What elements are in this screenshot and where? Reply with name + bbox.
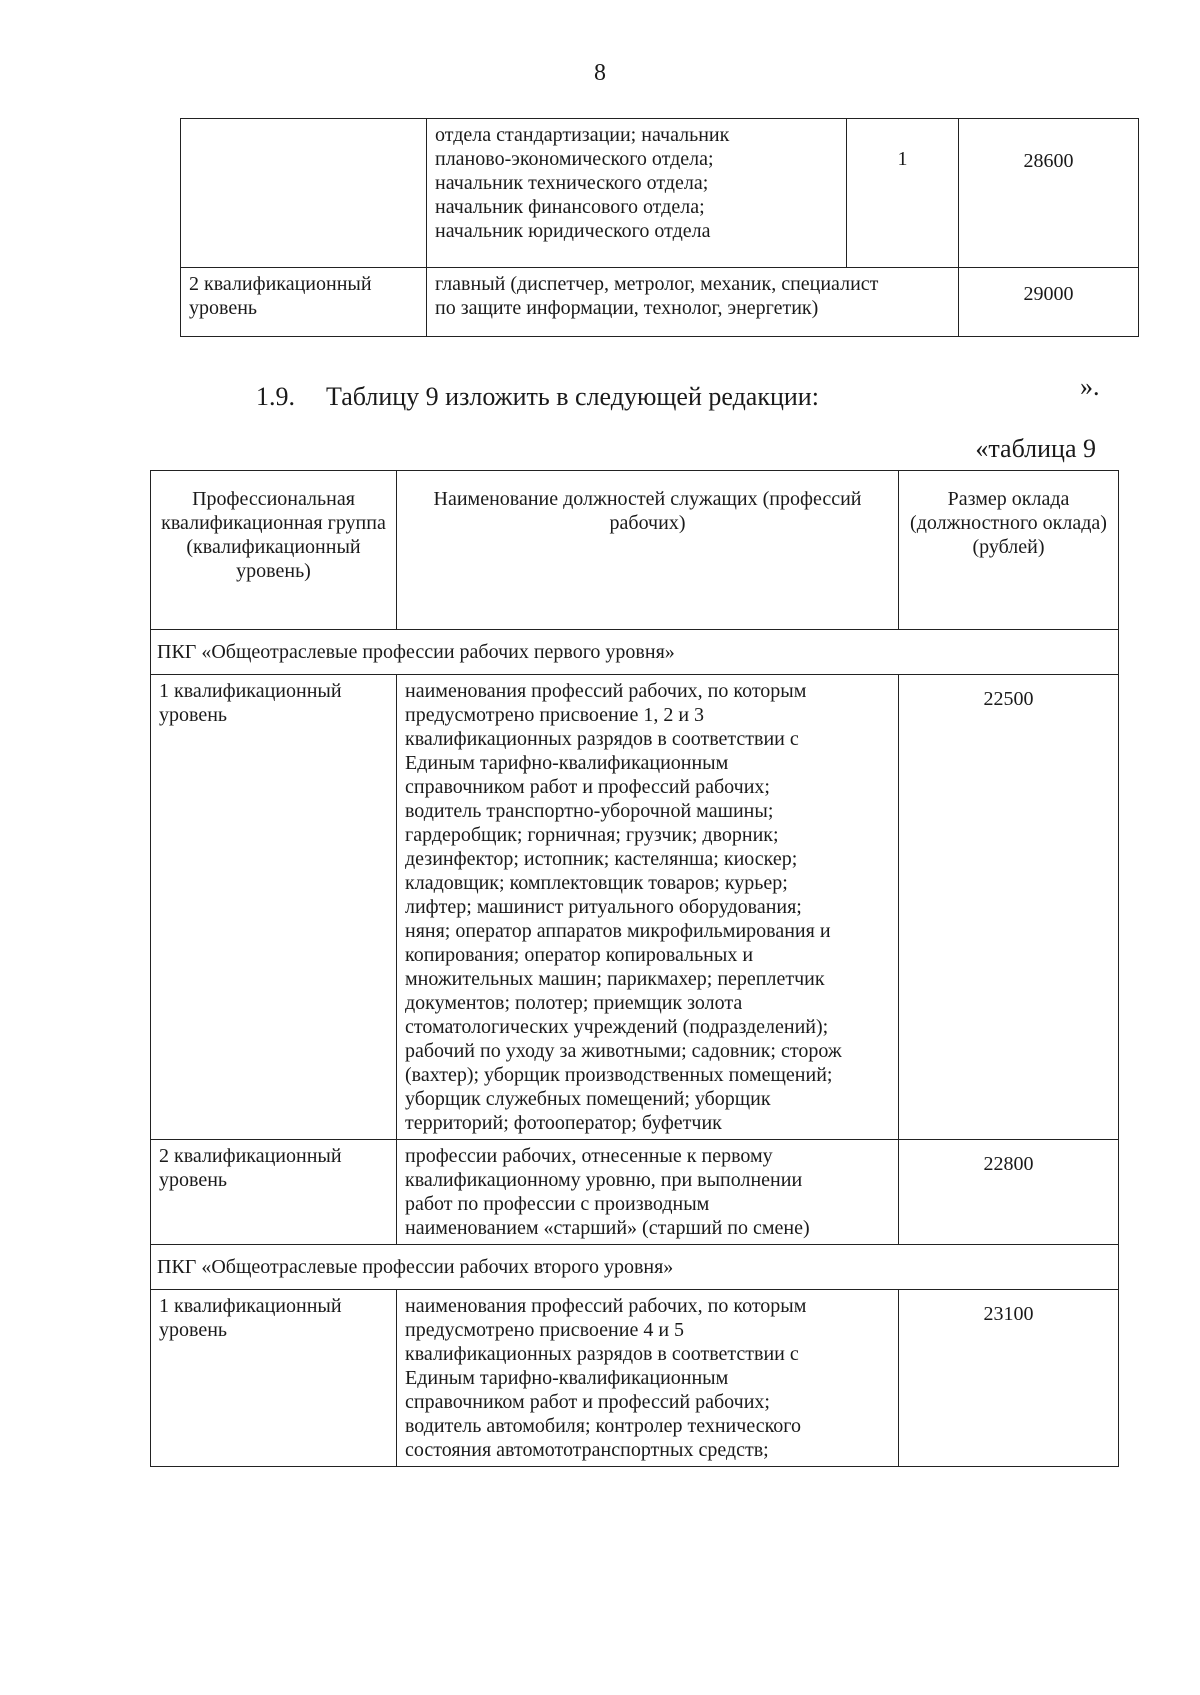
table-row [151,1140,1119,1245]
group-row [151,1245,1119,1290]
clause-text: Таблицу 9 изложить в следующей редакции: [326,382,819,411]
text-line: лифтер; машинист ритуального оборудования; [405,896,802,918]
header-salary: Размер оклада (должностного оклада) (рублей) [899,471,1119,630]
text-line: стоматологических учреждений (подразделений); [405,1016,829,1038]
level-cell: 2 квалификационный уровень [151,1140,397,1245]
clause-number: 1.9. [256,382,295,411]
text-line: множительных машин; парикмахер; переплетчик [405,968,825,990]
page-number: 8 [594,60,606,86]
table-9 [150,470,1119,1467]
text-line: (вахтер); уборщик производственных помещений; [405,1064,833,1086]
text-line: квалификационному уровню, при выполнении [405,1169,803,1191]
table-row [181,268,1139,337]
header-row [151,471,1119,630]
text-line: кладовщик; комплектовщик товаров; курьер; [405,872,788,894]
text-line: наименования профессий рабочих, по которым [405,1295,807,1317]
salary-cell: 23100 [899,1290,1119,1467]
text-line: водитель автомобиля; контролер технического [405,1415,801,1437]
positions-cell [397,1140,899,1245]
text-line: планово-экономического отдела; [435,148,714,170]
group-title: ПКГ «Общеотраслевые профессии рабочих второго уровня» [151,1245,1119,1290]
positions-cell [427,119,847,268]
text-line: территорий; фотооператор; буфетчик [405,1112,722,1134]
text-line: наименования профессий рабочих, по которым [405,680,807,702]
text-line: состояния автомототранспортных средств; [405,1439,769,1461]
text-line: рабочий по уходу за животными; садовник; сторож [405,1040,842,1062]
text-line: главный (диспетчер, метролог, механик, специалист [435,273,879,295]
table-label: «таблица 9 [975,434,1096,463]
text-line: справочником работ и профессий рабочих; [405,1391,770,1413]
closing-quote: ». [1080,372,1100,401]
text-line: няня; оператор аппаратов микрофильмирования и [405,920,831,942]
text-line: работ по профессии с производным [405,1193,710,1215]
level-cell: 2 квалификационный уровень [181,268,427,337]
text-line: копирования; оператор копировальных и [405,944,754,966]
text-line: уборщик служебных помещений; уборщик [405,1088,771,1110]
level-cell [181,119,427,268]
header-positions: Наименование должностей служащих (профессий рабочих) [397,471,899,630]
group-row [151,630,1119,675]
text-line: квалификационных разрядов в соответствии с [405,728,799,750]
text-line: профессии рабочих, отнесенные к первому [405,1145,773,1167]
text-line: водитель транспортно-уборочной машины; [405,800,774,822]
level-cell: 1 квалификационный уровень [151,675,397,1140]
text-line: Единым тарифно-квалификационным [405,752,729,774]
group-title: ПКГ «Общеотраслевые профессии рабочих первого уровня» [151,630,1119,675]
clause-paragraph [256,382,819,412]
text-line: по защите информации, технолог, энергетик) [435,297,819,319]
positions-cell [397,675,899,1140]
text-line: квалификационных разрядов в соответствии с [405,1343,799,1365]
salary-cell: 22800 [899,1140,1119,1245]
text-line: справочником работ и профессий рабочих; [405,776,770,798]
salary-cell: 28600 [959,119,1139,268]
salary-cell: 22500 [899,675,1119,1140]
text-line: предусмотрено присвоение 1, 2 и 3 [405,704,705,726]
text-line: отдела стандартизации; начальник [435,124,730,146]
text-line: дезинфектор; истопник; кастелянша; киоскер; [405,848,798,870]
text-line: начальник технического отдела; [435,172,709,194]
level-cell: 1 квалификационный уровень [151,1290,397,1467]
text-line: начальник финансового отдела; [435,196,705,218]
positions-cell [427,268,959,337]
count-cell: 1 [847,119,959,268]
text-line: предусмотрено присвоение 4 и 5 [405,1319,685,1341]
text-line: Единым тарифно-квалификационным [405,1367,729,1389]
positions-cell [397,1290,899,1467]
salary-cell: 29000 [959,268,1139,337]
text-line: документов; полотер; приемщик золота [405,992,743,1014]
text-line: начальник юридического отдела [435,220,711,242]
header-group: Профессиональная квалификационная группа (квалификационный уровень) [151,471,397,630]
table-row [181,119,1139,268]
table-row [151,1290,1119,1467]
table-row [151,675,1119,1140]
previous-table [180,118,1139,337]
text-line: гардеробщик; горничная; грузчик; дворник; [405,824,779,846]
text-line: наименованием «старший» (старший по смене) [405,1217,810,1239]
